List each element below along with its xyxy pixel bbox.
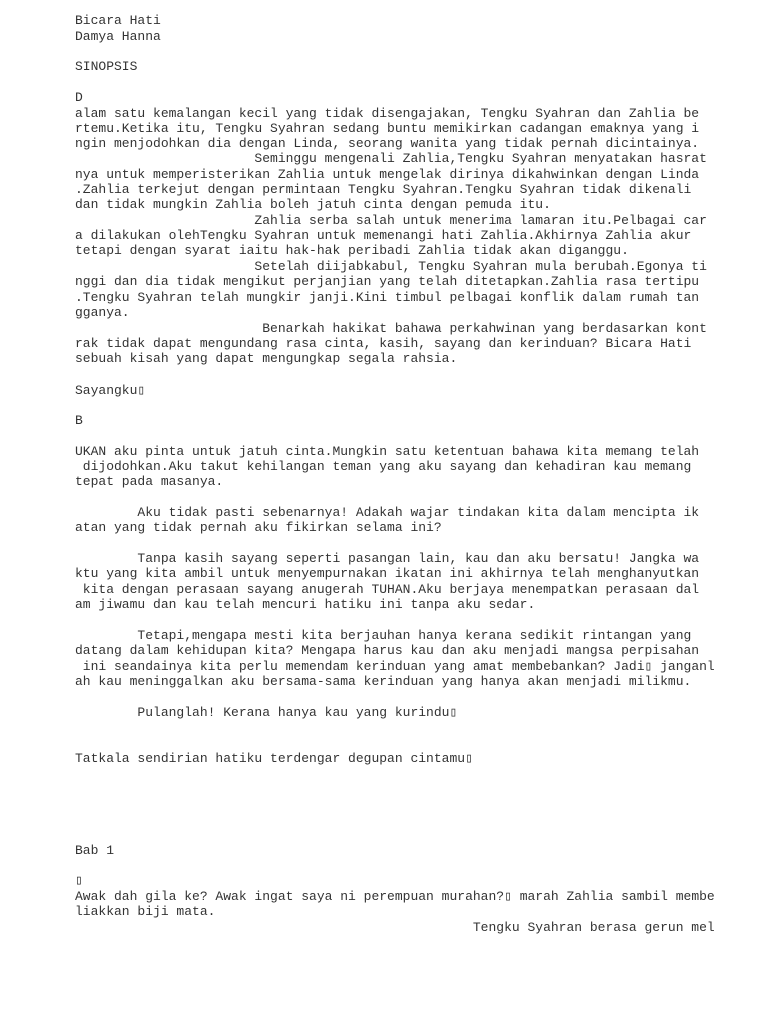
prologue-line: ini seandainya kita perlu memendam kerinduan yang amat membebankan? Jadi▯ janganl [75, 659, 715, 674]
chapter-heading: Bab 1 [75, 843, 115, 858]
synopsis-line: rtemu.Ketika itu, Tengku Syahran sedang buntu memikirkan cadangan emaknya yang i [75, 121, 700, 136]
prologue-line: UKAN aku pinta untuk jatuh cinta.Mungkin satu ketentuan bahawa kita memang telah [75, 444, 700, 459]
prologue-line: Pulanglah! Kerana hanya kau yang kurindu▯ [75, 705, 458, 720]
prologue-line: tepat pada masanya. [75, 474, 224, 489]
prologue-line: dijodohkan.Aku takut kehilangan teman yang aku sayang dan kehadiran kau memang [75, 459, 692, 474]
drop-cap-d: D [75, 90, 83, 105]
synopsis-line: gganya. [75, 305, 130, 320]
prologue-heading: Sayangku▯ [75, 383, 146, 398]
synopsis-line: nya untuk memperisterikan Zahlia untuk mengelak dirinya dikahwinkan dengan Linda [75, 167, 700, 182]
prologue-closing: Tatkala sendirian hatiku terdengar degupan cintamu▯ [75, 751, 473, 766]
chapter-marker: ▯ [75, 873, 83, 888]
prologue-line: am jiwamu dan kau telah mencuri hatiku ini tanpa aku sedar. [75, 597, 536, 612]
synopsis-line: Benarkah hakikat bahawa perkahwinan yang berdasarkan kont [75, 321, 707, 336]
prologue-line: ah kau meninggalkan aku bersama-sama kerinduan yang hanya akan menjadi milikmu. [75, 674, 692, 689]
section-heading-synopsis: SINOPSIS [75, 59, 138, 74]
synopsis-line: dan tidak mungkin Zahlia boleh jatuh cinta dengan pemuda itu. [75, 197, 551, 212]
book-author: Damya Hanna [75, 29, 161, 44]
synopsis-line: Seminggu mengenali Zahlia,Tengku Syahran menyatakan hasrat [75, 151, 707, 166]
drop-cap-b: B [75, 413, 83, 428]
synopsis-line: Zahlia serba salah untuk menerima lamaran itu.Pelbagai car [75, 213, 707, 228]
prologue-line: ktu yang kita ambil untuk menyempurnakan ikatan ini akhirnya telah menghanyutkan [75, 566, 700, 581]
synopsis-line: Setelah diijabkabul, Tengku Syahran mula berubah.Egonya ti [75, 259, 707, 274]
synopsis-line: alam satu kemalangan kecil yang tidak disengajakan, Tengku Syahran dan Zahlia be [75, 106, 700, 121]
prologue-line: Aku tidak pasti sebenarnya! Adakah wajar tindakan kita dalam mencipta ik [75, 505, 700, 520]
synopsis-line: nggi dan dia tidak mengikut perjanjian yang telah ditetapkan.Zahlia rasa tertipu [75, 274, 700, 289]
chapter-line: Awak dah gila ke? Awak ingat saya ni perempuan murahan?▯ marah Zahlia sambil membe [75, 889, 715, 904]
book-title: Bicara Hati [75, 13, 161, 28]
synopsis-line: sebuah kisah yang dapat mengungkap segala rahsia. [75, 351, 458, 366]
synopsis-line: rak tidak dapat mengundang rasa cinta, kasih, sayang dan kerinduan? Bicara Hati [75, 336, 692, 351]
synopsis-line: tetapi dengan syarat iaitu hak-hak peribadi Zahlia tidak akan diganggu. [75, 243, 629, 258]
prologue-line: Tanpa kasih sayang seperti pasangan lain, kau dan aku bersatu! Jangka wa [75, 551, 700, 566]
synopsis-line: .Zahlia terkejut dengan permintaan Tengku Syahran.Tengku Syahran tidak dikenali [75, 182, 692, 197]
synopsis-line: ngin menjodohkan dia dengan Linda, seorang wanita yang tidak pernah dicintainya. [75, 136, 700, 151]
prologue-line: atan yang tidak pernah aku fikirkan selama ini? [75, 520, 442, 535]
synopsis-line: a dilakukan olehTengku Syahran untuk memenangi hati Zahlia.Akhirnya Zahlia akur [75, 228, 692, 243]
synopsis-line: .Tengku Syahran telah mungkir janji.Kini timbul pelbagai konflik dalam rumah tan [75, 290, 700, 305]
prologue-line: Tetapi,mengapa mesti kita berjauhan hanya kerana sedikit rintangan yang [75, 628, 692, 643]
prologue-line: kita dengan perasaan sayang anugerah TUHAN.Aku berjaya menempatkan perasaan dal [75, 582, 700, 597]
chapter-line: Tengku Syahran berasa gerun mel [75, 920, 715, 935]
prologue-line: datang dalam kehidupan kita? Mengapa harus kau dan aku menjadi mangsa perpisahan [75, 643, 700, 658]
chapter-line: liakkan biji mata. [75, 904, 216, 919]
